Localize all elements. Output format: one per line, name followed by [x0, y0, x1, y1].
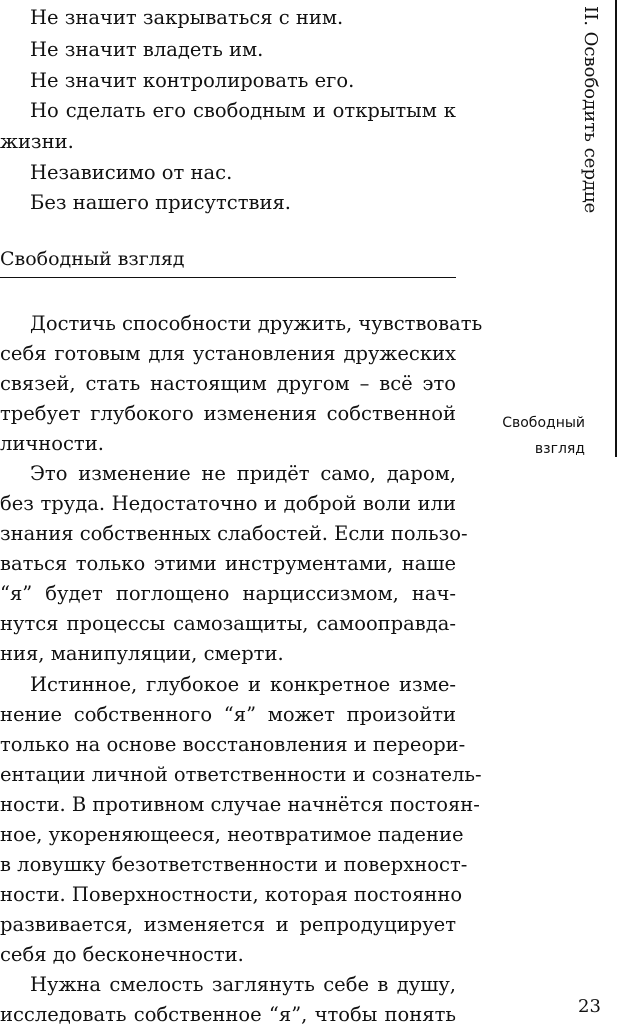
- paragraph-line: личности.: [0, 432, 104, 455]
- running-head-rule: [615, 0, 617, 457]
- paragraph-line: жизни.: [0, 130, 74, 153]
- paragraph-line: себя готовым для установления дружеских: [0, 342, 456, 365]
- paragraph-line: ности. В противном случае начнётся постоян-: [0, 793, 480, 816]
- page-number: 23: [578, 996, 601, 1017]
- paragraph-line: только на основе восстановления и переори-: [0, 733, 466, 756]
- running-head: II. Освободить сердце: [580, 6, 601, 214]
- paragraph-line: без труда. Недостаточно и доброй воли или: [0, 492, 456, 515]
- paragraph-line: связей, стать настоящим другом – всё это: [0, 372, 456, 395]
- paragraph-line: ное, укореняющееся, неотвратимое падение: [0, 823, 464, 846]
- poem-line: Без нашего присутствия.: [30, 191, 291, 214]
- paragraph-line: себя до бесконечности.: [0, 943, 244, 966]
- paragraph-line: ния, манипуляции, смерти.: [0, 642, 284, 665]
- paragraph-line: “я” будет поглощено нарциссизмом, нач-: [0, 582, 456, 605]
- poem-line: Не значит закрываться с ним.: [30, 6, 344, 29]
- paragraph-line: ности. Поверхностности, которая постоянно: [0, 883, 463, 906]
- paragraph-line: Это изменение не придёт само, даром,: [30, 462, 456, 485]
- paragraph-line: ваться только этими инструментами, наше: [0, 552, 456, 575]
- margin-note-line: взгляд: [534, 441, 585, 457]
- margin-note: [488, 410, 585, 462]
- paragraph-line: нение собственного “я” может произойти: [0, 703, 456, 726]
- poem-line: Не значит владеть им.: [30, 38, 264, 61]
- paragraph-line: Нужна смелость заглянуть себе в душу,: [30, 973, 456, 996]
- paragraph-line: исследовать собственное “я”, чтобы понять: [0, 1003, 456, 1026]
- section-heading: Свободный взгляд: [0, 248, 185, 270]
- paragraph-line: требует глубокого изменения собственной: [0, 402, 456, 425]
- paragraph-line: в ловушку безответственности и поверхност-: [0, 853, 468, 876]
- paragraph-line: Истинное, глубокое и конкретное изме-: [30, 673, 456, 696]
- margin-note-line: Свободный: [502, 415, 585, 431]
- section-divider: [0, 277, 456, 278]
- paragraph-line: нутся процессы самозащиты, самооправда-: [0, 612, 456, 635]
- paragraph-line: знания собственных слабостей. Если пользо-: [0, 522, 468, 545]
- paragraph-line: развивается, изменяется и репродуцирует: [0, 913, 456, 936]
- poem-line: Не значит контролировать его.: [30, 69, 355, 92]
- paragraph-line: Достичь способности дружить, чувствовать: [30, 312, 483, 335]
- paragraph-line: ентации личной ответственности и сознатель-: [0, 763, 482, 786]
- poem-line: Независимо от нас.: [30, 161, 233, 184]
- paragraph-line: Но сделать его свободным и открытым к: [30, 99, 456, 122]
